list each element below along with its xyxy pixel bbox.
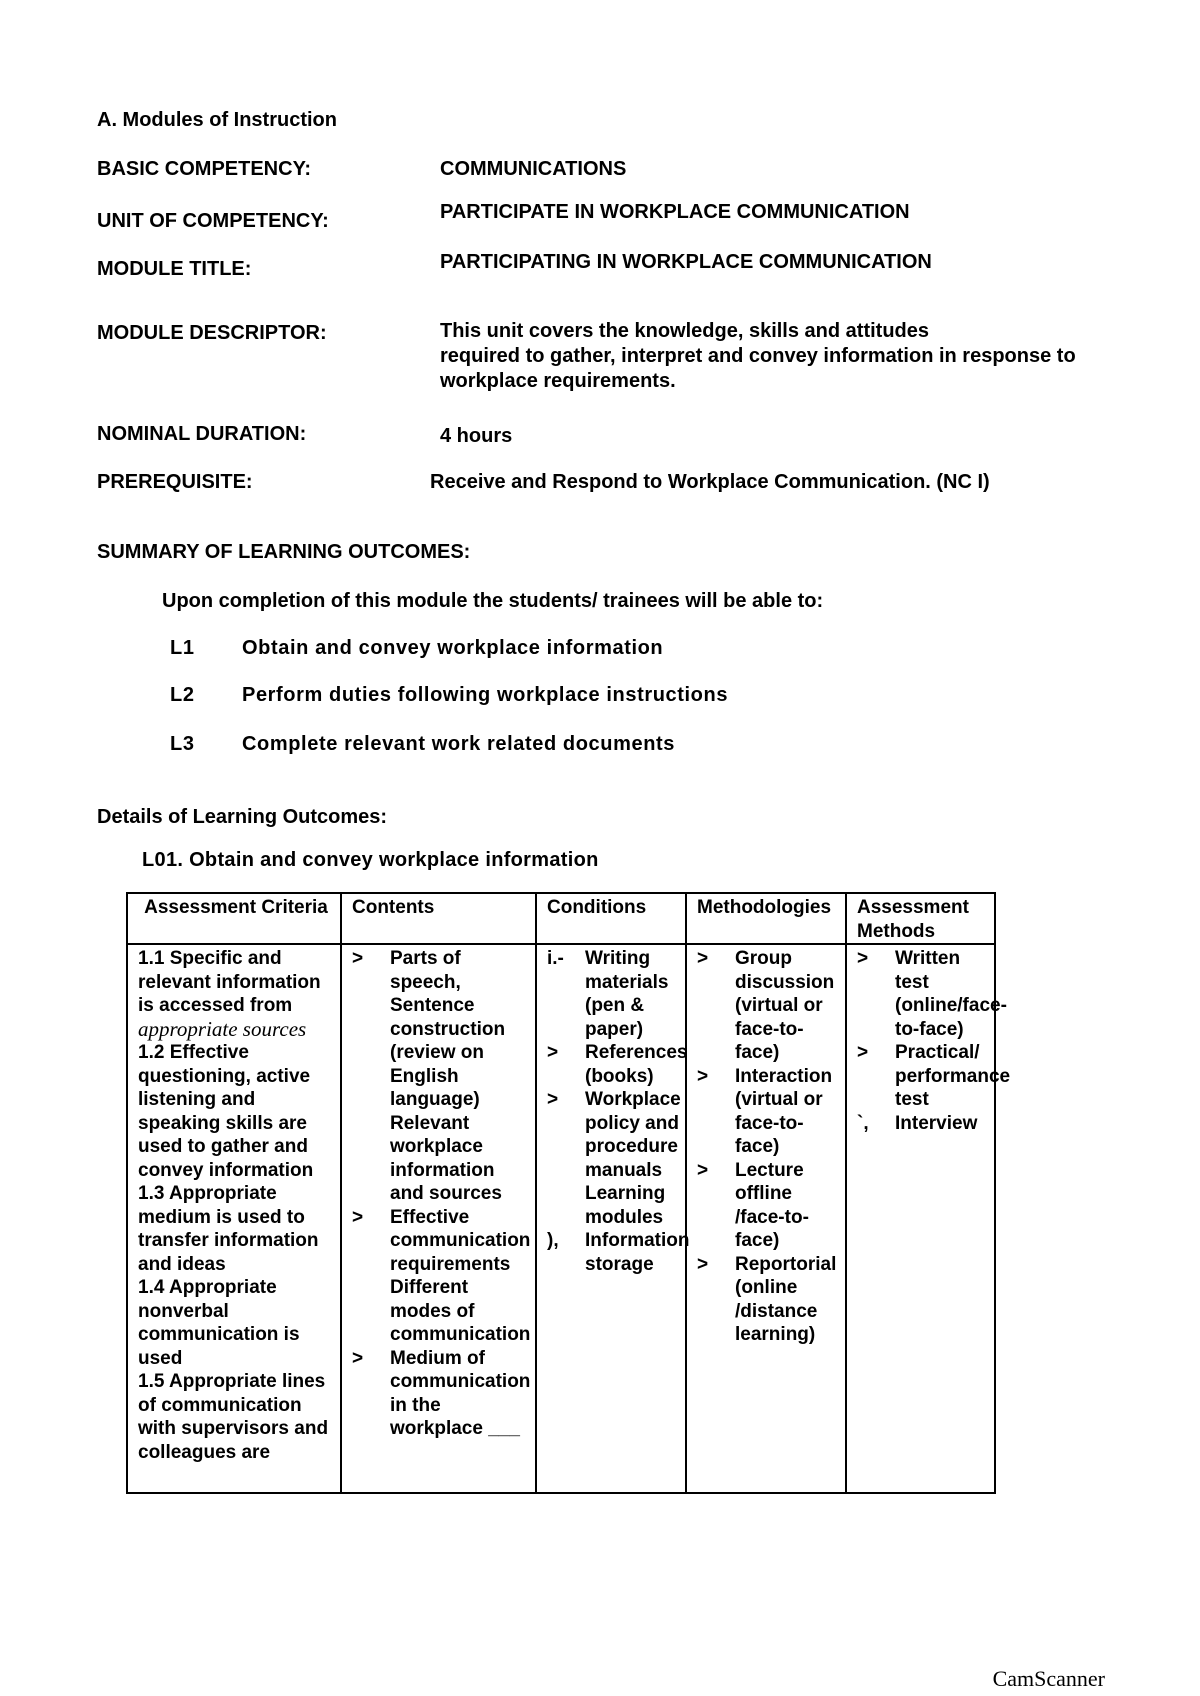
conditions-item — [547, 1088, 679, 1229]
unit-of-competency-label: UNIT OF COMPETENCY: — [97, 210, 329, 232]
module-title-label: MODULE TITLE: — [97, 258, 252, 280]
camscanner-watermark: CamScanner — [992, 1666, 1105, 1691]
conditions-item — [547, 1229, 690, 1276]
assessment-methods-item — [857, 1112, 988, 1136]
bullet-marker: > — [547, 1042, 559, 1063]
prerequisite-label: PREREQUISITE: — [97, 471, 253, 493]
methodologies-text: Interaction (virtual or face-to-face) — [735, 1065, 833, 1157]
criteria-cell — [127, 944, 341, 1493]
prerequisite-value: Receive and Respond to Workplace Communication. (NC I) — [430, 471, 990, 493]
contents-text: Medium of communication in the workplace ___ — [390, 1347, 531, 1439]
outcome-text: Perform duties following workplace instructions — [242, 684, 729, 706]
table-header-row — [127, 893, 995, 944]
criterion: 1.5 Appropriate lines of communication with supervisors and colleagues are — [138, 1371, 329, 1463]
contents-cell — [341, 944, 536, 1493]
bullet-marker: > — [697, 1253, 709, 1275]
bullet-marker: > — [697, 1065, 709, 1087]
conditions-text: Workplace policy and procedure manuals Learning modules — [585, 1089, 681, 1228]
methodologies-text: Lecture offline /face-to-face) — [735, 1159, 809, 1251]
methodologies-text: Group discussion (virtual or face-to-face) — [735, 948, 835, 1063]
basic-competency-label: BASIC COMPETENCY: — [97, 158, 312, 180]
outcome-code: L3 — [170, 733, 195, 755]
header-contents: Contents — [341, 893, 536, 944]
assessment-methods-item — [857, 1041, 1011, 1112]
outcome-text: Complete relevant work related documents — [242, 733, 676, 755]
methodologies-text: Reportorial (online /distance learning) — [735, 1253, 837, 1345]
bullet-marker: ), — [547, 1230, 559, 1251]
conditions-text: Writing materials (pen & paper) — [585, 948, 669, 1040]
conditions-text: References (books) — [585, 1042, 688, 1087]
conditions-item — [547, 947, 679, 1041]
summary-heading: SUMMARY OF LEARNING OUTCOMES: — [97, 541, 471, 563]
basic-competency-value: COMMUNICATIONS — [440, 158, 627, 180]
bullet-marker: > — [857, 1042, 869, 1063]
outcome-text: Obtain and convey workplace information — [242, 637, 664, 659]
conditions-cell — [536, 944, 690, 1493]
header-conditions: Conditions — [536, 893, 686, 944]
bullet-marker: > — [697, 1159, 709, 1181]
section-title: A. Modules of Instruction — [97, 109, 337, 131]
methodologies-item — [697, 1253, 839, 1347]
conditions-item — [547, 1041, 688, 1088]
learning-outcome-item — [170, 636, 663, 660]
bullet-marker: > — [547, 1089, 559, 1110]
details-heading: Details of Learning Outcomes: — [97, 806, 388, 828]
table-row — [127, 944, 995, 1493]
descriptor-line: This unit covers the knowledge, skills and attitudes — [440, 320, 929, 342]
criterion-continued: appropriate sources — [138, 1016, 307, 1041]
nominal-duration-label: NOMINAL DURATION: — [97, 423, 307, 445]
assessment-methods-cell — [846, 944, 1011, 1493]
summary-intro: Upon completion of this module the students/ trainees will be able to: — [162, 590, 824, 612]
bullet-marker: > — [857, 948, 869, 969]
learning-outcomes-table — [126, 892, 1011, 1494]
bullet-marker: `, — [857, 1112, 869, 1134]
methodologies-cell — [686, 944, 846, 1493]
contents-item — [352, 1347, 529, 1441]
contents-item — [352, 947, 529, 1206]
contents-text: Parts of speech, Sentence construction (review on English language) Relevant workplace information and sources — [390, 948, 506, 1204]
assessment-methods-text: Interview — [895, 1112, 978, 1134]
conditions-text: Information storage — [585, 1230, 690, 1275]
learning-outcome-item — [170, 732, 675, 756]
header-methodologies: Methodologies — [686, 893, 846, 944]
contents-item — [352, 1206, 529, 1347]
nominal-duration-value: 4 hours — [440, 425, 513, 447]
methodologies-item — [697, 1159, 839, 1253]
module-title-value: PARTICIPATING IN WORKPLACE COMMUNICATION — [440, 251, 932, 273]
contents-text: Effective communication requirements Different modes of communication — [390, 1206, 531, 1345]
criterion: 1.4 Appropriate nonverbal communication is used — [138, 1277, 300, 1369]
methodologies-item — [697, 947, 839, 1065]
header-assessment-criteria: Assessment Criteria — [127, 893, 341, 944]
descriptor-line: workplace requirements. — [440, 370, 676, 392]
descriptor-line: required to gather, interpret and convey information in response to — [440, 345, 1076, 367]
outcome-code: L2 — [170, 684, 195, 706]
header-assessment-methods: Assessment Methods — [846, 893, 995, 944]
bullet-marker: > — [352, 1347, 364, 1369]
assessment-methods-item — [857, 947, 1007, 1041]
assessment-methods-text: Written test (online/face-to-face) — [895, 948, 1007, 1040]
criterion: 1.2 Effective questioning, active listening and speaking skills are used to gather and convey information — [138, 1042, 314, 1181]
bullet-marker: > — [697, 948, 709, 969]
module-descriptor-label: MODULE DESCRIPTOR: — [97, 322, 327, 344]
bullet-marker: > — [352, 1206, 364, 1228]
criterion: 1.3 Appropriate medium is used to transfer information and ideas — [138, 1183, 319, 1275]
bullet-marker: i.- — [547, 948, 564, 969]
unit-of-competency-value: PARTICIPATE IN WORKPLACE COMMUNICATION — [440, 201, 910, 223]
outcome-code: L1 — [170, 637, 195, 659]
learning-outcome-item — [170, 683, 728, 707]
lo1-title: L01. Obtain and convey workplace information — [142, 849, 599, 871]
assessment-methods-text: Practical/ performance test — [895, 1042, 1011, 1110]
bullet-marker: > — [352, 948, 364, 969]
module-descriptor-value — [440, 319, 1080, 394]
criterion: 1.1 Specific and relevant information is accessed from — [138, 948, 321, 1016]
methodologies-item — [697, 1065, 839, 1159]
